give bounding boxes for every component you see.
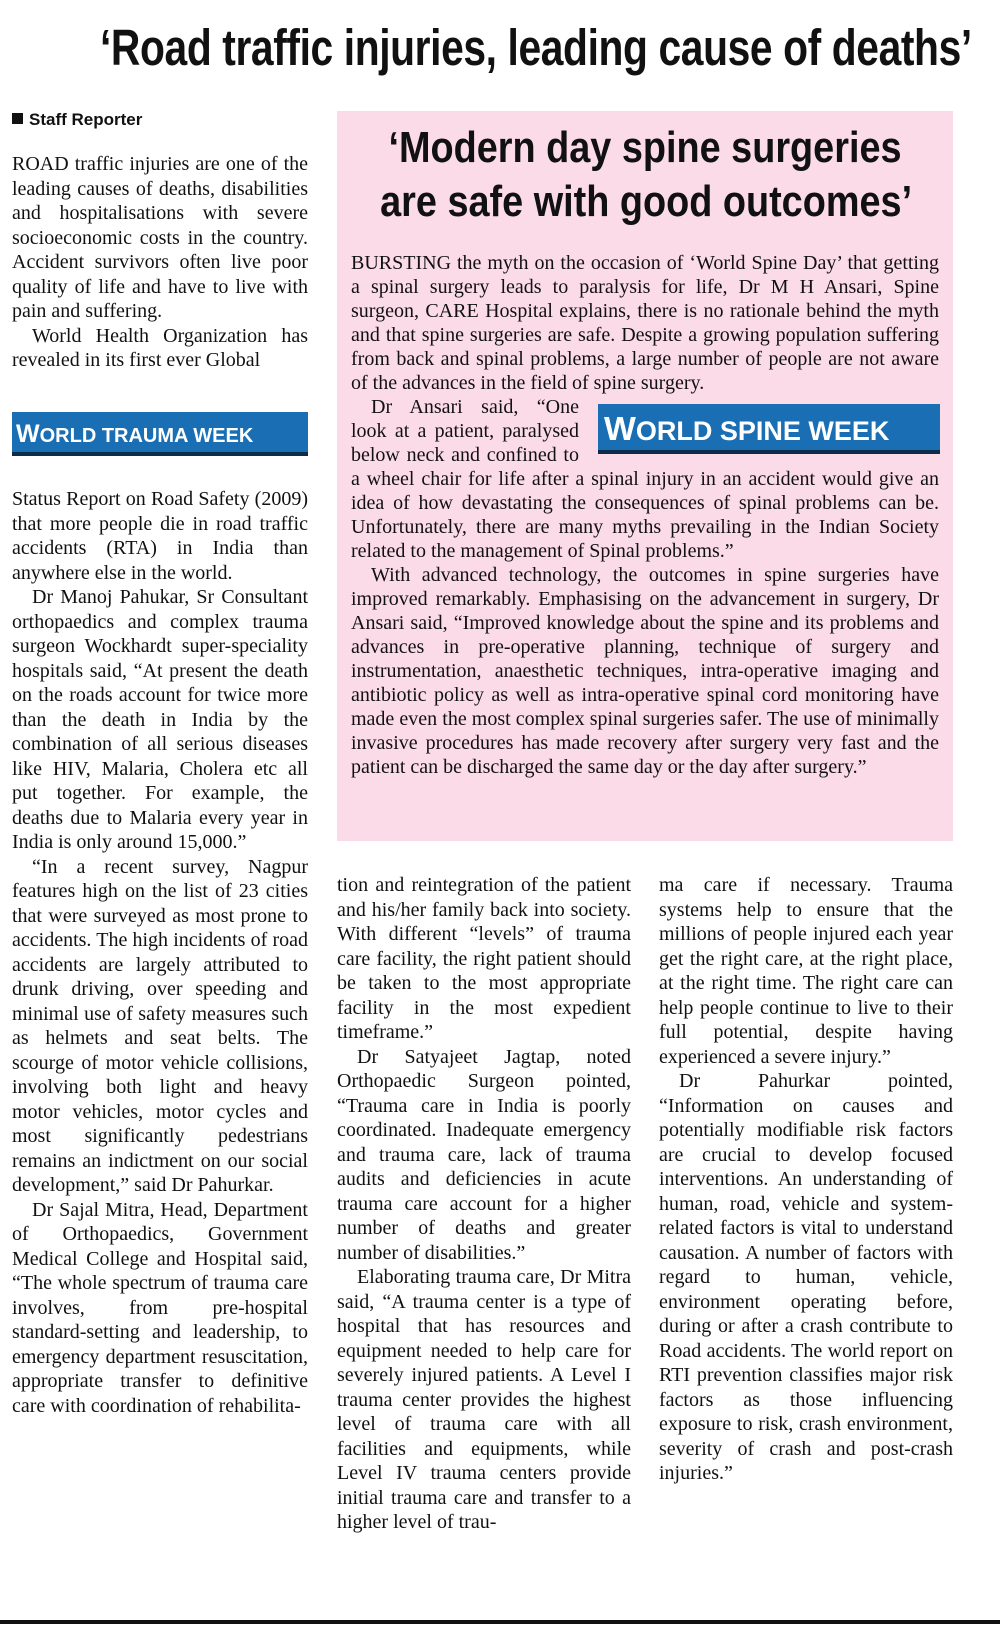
world-trauma-week-banner bbox=[12, 412, 308, 456]
world-spine-week-banner bbox=[598, 404, 940, 454]
square-bullet-icon bbox=[12, 113, 23, 124]
byline bbox=[12, 110, 142, 130]
banner-initial: W bbox=[604, 410, 636, 448]
main-headline: ‘Road traffic injuries, leading cause of deaths’ bbox=[100, 19, 972, 76]
article-paragraph: tion and reintegration of the patient and his/her family back into society. With different “levels” of trauma care facility, the right patient should be taken to the most appropriate facility in the most expedient timeframe.” bbox=[337, 874, 631, 1043]
article-paragraph: ma care if necessary. Trauma systems help to ensure that the millions of people injured each year get the right care, at the right place, at the right time. The right care can help people continue to live to their full potential, despite having experienced a severe injury.” bbox=[659, 874, 953, 1068]
article-paragraph: Dr Sajal Mitra, Head, Department of Orthopaedics, Government Medical College and Hospital said, “The whole spectrum of trauma care involves, from pre-hospital standard-setting and leadership, to emergency department resuscitation, appropriate transfer to definitive care with coordination of rehabilita- bbox=[12, 1198, 308, 1417]
article-paragraph: ROAD traffic injuries are one of the leading causes of deaths, disabilities and hospitalisations with severe socioeconomic costs in the country. Accident survivors often live poor quality of life and have to live with pain and suffering. bbox=[12, 153, 308, 322]
article-paragraph: Dr Satyajeet Jagtap, noted Orthopaedic Surgeon pointed, “Trauma care in India is poorly coordinated. Inadequate emergency and trauma care, lack of trauma audits and deficiencies in acute trauma care account for a higher number of deaths and greater number of disabilities.” bbox=[337, 1045, 631, 1264]
banner-text: ORLD TRAUMA WEEK bbox=[39, 425, 254, 447]
spine-headline-line: ‘Modern day spine surgeries bbox=[388, 123, 902, 172]
banner-initial: W bbox=[16, 420, 40, 448]
article-paragraph: BURSTING the myth on the occasion of ‘World Spine Day’ that getting a spinal surgery leads to paralysis for life, Dr M H Ansari, Spine surgeon, CARE Hospital explains, there is no rationale behind the myth and that spine surgeries are safe. Despite a growing population suffering from back and spinal problems, a large number of people are not aware of the advances in the field of spine surgery. bbox=[351, 252, 939, 394]
bottom-rule bbox=[0, 1620, 1000, 1624]
spine-headline-line: are safe with good outcomes’ bbox=[380, 177, 913, 226]
spine-headline bbox=[380, 121, 913, 229]
trauma-column-3 bbox=[659, 873, 953, 1486]
trauma-column-2 bbox=[337, 873, 631, 1535]
article-paragraph: Dr Manoj Pahukar, Sr Consultant orthopaedics and complex trauma surgeon Wockhardt super-speciality hospitals said, “At present the death on the roads account for twice more than the death in India by the combination of all serious diseases like HIV, Malaria, Cholera etc all put together. For example, the deaths due to Malaria every year in India is only around 15,000.” bbox=[12, 586, 308, 853]
trauma-column-1-bottom bbox=[12, 487, 308, 1418]
spine-article-body bbox=[351, 251, 939, 779]
article-paragraph: With advanced technology, the outcomes in spine surgeries have improved remarkably. Emphasising on the advancement in surgery, Dr Ansari said, “Improved knowledge about the spine and its problems and advances in pre-operative planning, technique of surgery and instrumentation, anaesthetic techniques, intra-operative imaging and antibiotic policy as well as intra-operative spinal cord monitoring have made even the most complex spinal surgeries safer. The use of minimally invasive procedures has made recovery after surgery very fast and the patient can be discharged the same day or the day after surgery.” bbox=[351, 564, 939, 778]
banner-text: ORLD SPINE WEEK bbox=[635, 416, 890, 446]
article-paragraph: “In a recent survey, Nagpur features high on the list of 23 cities that were surveyed as most prone to accidents. The high incidents of road accidents are largely attributed to drunk driving, over speeding and minimal use of safety measures such as helmets and seat belts. The scourge of motor vehicle collisions, involving both light and heavy motor vehicles, motor cycles and most significantly pedestrians remains an indictment on our social development,” said Dr Pahurkar. bbox=[12, 855, 308, 1196]
trauma-column-1-top bbox=[12, 152, 308, 373]
article-paragraph: World Health Organization has revealed in its first ever Global bbox=[12, 324, 308, 371]
article-paragraph: Dr Ansari said, “One look at a patient, paralysed below neck and confined to a wheel chair for life after a spinal injury in an accident would give an idea of how devastating the consequences of spinal problems can be. Unfortunately, there are many myths prevailing in the Indian Society related to the management of Spinal problems.” bbox=[351, 396, 939, 562]
spine-article-box bbox=[337, 111, 953, 841]
article-paragraph: Elaborating trauma care, Dr Mitra said, “A trauma center is a type of hospital that has resources and equipment needed to help care for severely injured patients. A Level I trauma center provides the highest level of trauma care with all facilities and equipments, while Level IV trauma centers provide initial trauma care and transfer to a higher level of trau- bbox=[337, 1266, 631, 1533]
article-paragraph: Dr Pahurkar pointed, “Information on causes and potentially modifiable risk factors are crucial to develop focused interventions. An understanding of human, road, vehicle and system-related factors is vital to understand causation. A number of factors with regard to human, vehicle, environment operating before, during or after a crash contribute to Road accidents. The world report on RTI prevention classifies major risk factors as those influencing exposure to risk, crash environment, severity of crash and post-crash injuries.” bbox=[659, 1070, 953, 1484]
byline-text: Staff Reporter bbox=[29, 110, 143, 129]
article-paragraph: Status Report on Road Safety (2009) that more people die in road traffic accidents (RTA) in India than anywhere else in the world. bbox=[12, 488, 308, 584]
